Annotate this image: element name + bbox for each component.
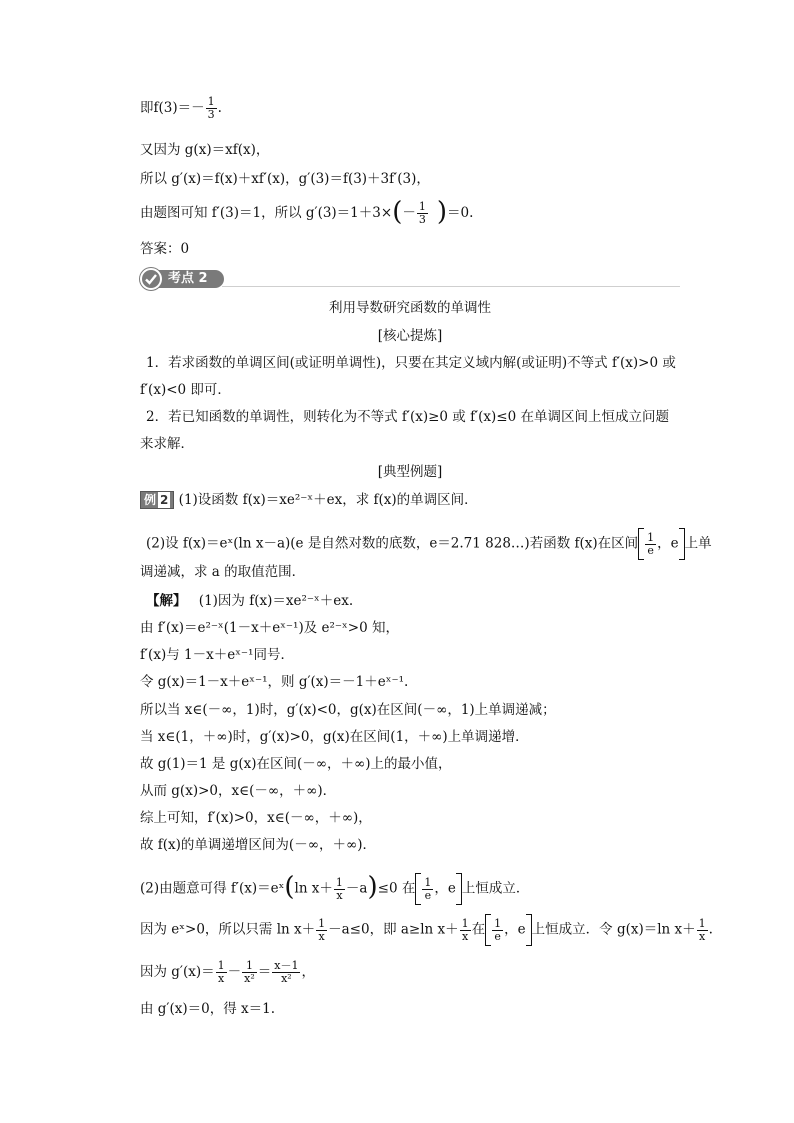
numerator: 1: [647, 530, 655, 544]
solution-13: [140, 960, 315, 985]
tag-number: 2: [160, 493, 169, 507]
typical-heading: [典型例题]: [377, 464, 443, 480]
solution-1: [146, 592, 353, 610]
fraction-one-over-x: [316, 918, 327, 943]
numerator: 1: [698, 916, 706, 930]
numerator: 1: [207, 95, 215, 108]
solution-9: 综上可知，f′(x)>0，x∈(－∞，＋∞)，: [140, 810, 372, 826]
solution-3: f′(x)与 1－x＋eˣ⁻¹同号．: [140, 647, 294, 663]
fraction-x-minus-1-over-x-squared: [272, 960, 300, 985]
line-f3: [140, 96, 222, 121]
solution-8: 从而 g(x)>0，x∈(－∞，＋∞)．: [140, 783, 337, 799]
topic-badge: [140, 268, 224, 290]
numerator: 1: [424, 875, 432, 889]
tag-text: 例: [144, 493, 157, 507]
example-tag: [140, 491, 174, 509]
text: ≤0 在: [377, 880, 416, 897]
text: －a: [345, 880, 368, 897]
denominator: e: [647, 543, 654, 557]
text: (1)因为 f(x)＝xe²⁻ˣ＋ex.: [198, 593, 354, 609]
core-heading: [核心提炼]: [377, 328, 443, 344]
text: 因为 g′(x)＝: [140, 964, 215, 980]
bracket-left: [638, 528, 644, 560]
fraction-one-over-x: [334, 877, 345, 902]
denominator: x: [336, 888, 343, 902]
fraction-one-over-x: [216, 960, 227, 985]
numerator: 1: [217, 959, 225, 972]
paren-right: ): [367, 872, 378, 902]
denominator: 3: [418, 213, 426, 226]
fraction-one-over-x: [460, 918, 471, 943]
solution-head: 【解】: [146, 593, 187, 609]
numerator: 1: [494, 916, 502, 930]
text: 上单: [684, 535, 712, 552]
text: 上恒成立．令 g(x)＝ln x＋: [531, 921, 696, 938]
numerator: 1: [418, 200, 426, 213]
denominator: x: [318, 929, 325, 943]
section-title: 利用导数研究函数的单调性: [329, 300, 491, 316]
text: 因为 eˣ>0，所以只需 ln x＋: [140, 921, 316, 938]
text: 由题图可知 f′(3)＝1，所以 g′(3)＝1＋3×: [140, 205, 393, 221]
text: (2)由题意可得 f′(x)＝eˣ: [140, 880, 285, 897]
fraction-one-over-e: [422, 877, 433, 902]
numerator: 1: [335, 875, 343, 889]
text: 即: [140, 100, 154, 116]
paren-right: ): [436, 196, 447, 227]
solution-11: [140, 873, 529, 905]
fraction-one-third: [206, 96, 217, 121]
point-1: 1．若求函数的单调区间(或证明单调性)，只要在其定义域内解(或证明)不等式 f′(x)>0 或: [146, 355, 676, 371]
text: ln x＋: [294, 880, 333, 897]
solution-12: [140, 914, 713, 946]
denominator: x: [218, 972, 225, 985]
line-gprime: 所以 g′(x)＝f(x)＋xf′(x)，g′(3)＝f(3)＋3f′(3)，: [140, 171, 430, 187]
text: 上恒成立．: [461, 880, 530, 897]
denominator: 3: [207, 108, 215, 121]
denominator: x²: [244, 972, 255, 985]
text: ＝: [257, 964, 272, 980]
line-gx: 又因为 g(x)＝xf(x)，: [140, 142, 270, 158]
example-q1: [140, 491, 478, 509]
example-q2-cont: 调递减，求 a 的取值范围．: [140, 564, 306, 580]
text: 在: [471, 921, 486, 938]
text: .: [708, 921, 713, 938]
question-2: (2)设 f(x)＝eˣ(ln x－a)(e 是自然对数的底数，e＝2.71 828…)若函数 f(x)在区间: [146, 535, 639, 552]
point-1-cont: f′(x)<0 即可．: [140, 382, 231, 398]
paren-left: (: [392, 196, 403, 227]
solution-6: 当 x∈(1，＋∞)时，g′(x)>0，g(x)在区间(1，＋∞)上单调递增．: [140, 729, 529, 745]
text: ，e: [504, 921, 526, 938]
text: －a≤0，即 a≥ln x＋: [328, 921, 459, 938]
line-g3: 由题图可知 f′(3)＝1，所以 g′(3)＝1＋3×(－ $\frac{1}{3}$ )＝0.: [140, 196, 474, 227]
solution-5: 所以当 x∈(－∞，1)时，g′(x)<0，g(x)在区间(－∞，1)上单调递减；: [140, 702, 556, 718]
solution-4: 令 g(x)＝1－x＋eˣ⁻¹，则 g′(x)＝－1＋eˣ⁻¹.: [140, 674, 409, 690]
divider: [222, 286, 680, 287]
denominator: x: [462, 929, 469, 943]
example-q2: [146, 528, 712, 560]
text: －: [227, 964, 242, 980]
point-2-cont: 来求解．: [140, 436, 194, 452]
check-icon: [140, 268, 162, 290]
denominator: x²: [281, 972, 292, 985]
text: ＝0.: [447, 205, 474, 221]
fraction-one-over-x: [697, 918, 708, 943]
denominator: e: [494, 929, 501, 943]
answer: 答案：0: [140, 241, 190, 257]
solution-2: 由 f′(x)＝e²⁻ˣ(1－x＋eˣ⁻¹)及 e²⁻ˣ>0 知，: [140, 620, 399, 636]
solution-10: 故 f(x)的单调递增区间为(－∞，＋∞)．: [140, 837, 376, 853]
numerator: 1: [461, 916, 469, 930]
text: ，e: [434, 880, 456, 897]
fraction-one-over-x-squared: [242, 960, 257, 985]
numerator: 1: [318, 916, 326, 930]
numerator: 1: [242, 960, 257, 973]
equation: f(3)＝－: [153, 100, 205, 116]
denominator: x: [699, 929, 706, 943]
text: ，e: [657, 535, 679, 552]
fraction-one-over-e: [492, 918, 503, 943]
solution-7: 故 g(1)＝1 是 g(x)在区间(－∞，＋∞)上的最小值，: [140, 756, 452, 772]
text: .: [217, 100, 222, 116]
badge-label: 考点 2: [150, 270, 224, 288]
denominator: e: [424, 888, 432, 902]
numerator: x－1: [274, 959, 299, 972]
fraction-one-third: [417, 201, 428, 226]
solution-14: 由 g′(x)＝0，得 x＝1.: [140, 1001, 276, 1017]
fraction-one-over-e: [645, 532, 656, 557]
point-2: 2．若已知函数的单调性，则转化为不等式 f′(x)≥0 或 f′(x)≤0 在单调区间上恒成立问题: [146, 409, 669, 425]
paren-left: (: [284, 872, 295, 902]
bracket-left: [485, 914, 491, 946]
bracket-left: [415, 873, 421, 905]
text: ，: [301, 964, 315, 980]
question-1: (1)设函数 f(x)＝xe²⁻ˣ＋ex，求 f(x)的单调区间．: [178, 492, 478, 508]
